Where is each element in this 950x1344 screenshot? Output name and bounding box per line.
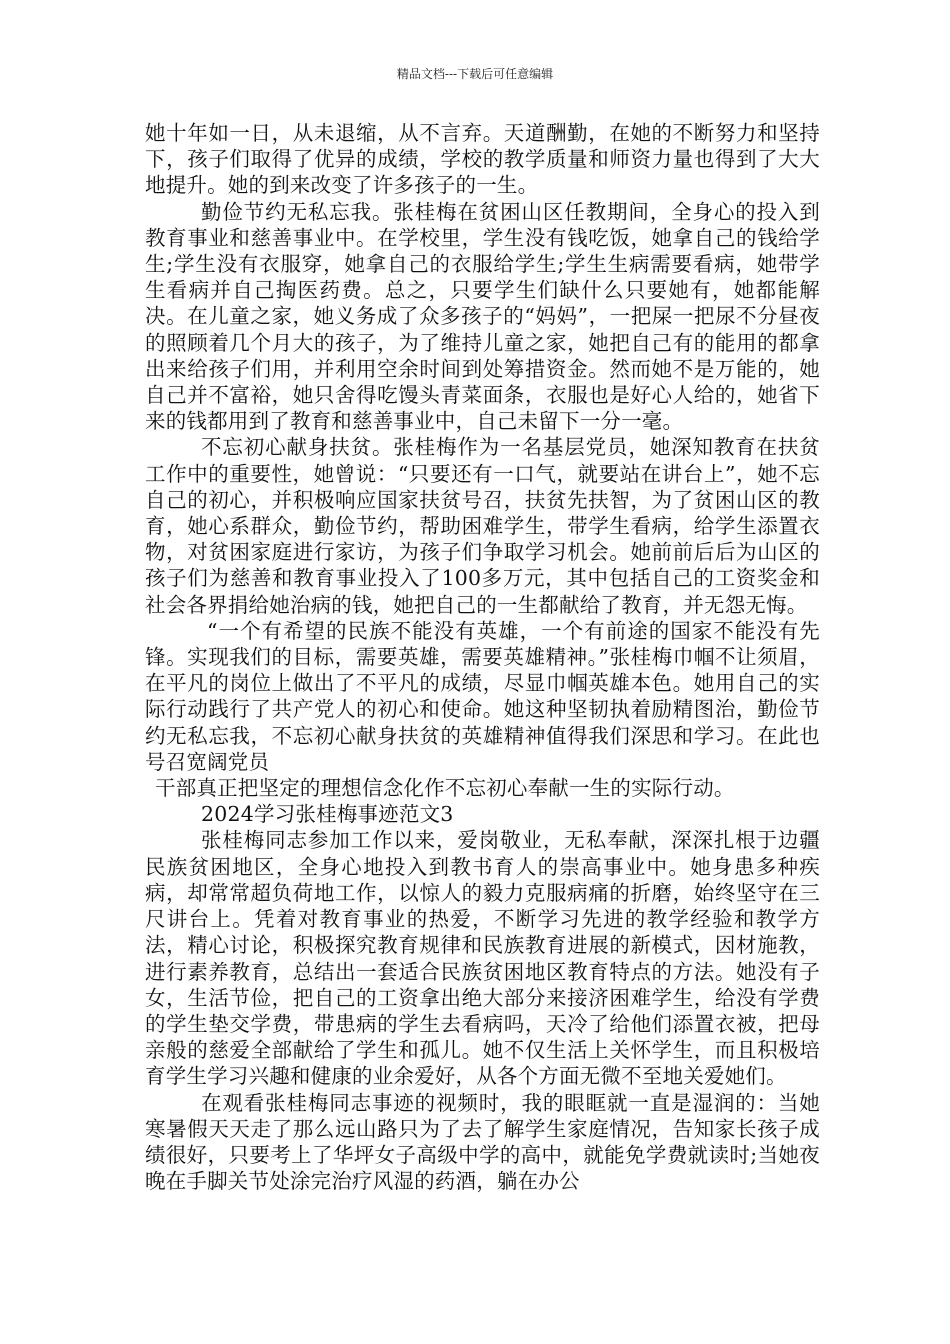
section-title: 2024学习张桂梅事迹范文3 — [201, 802, 454, 827]
paragraph-continuation: 她十年如一日，从未退缩，从不言弃。天道酬勤，在她的不断努力和坚持下，孩子们取得了优异的成绩，学校的教学质量和师资力量也得到了大大地提升。她的到来改变了许多孩子的一生。 — [145, 121, 820, 198]
paragraph-video-reflection: 在观看张桂梅同志事迹的视频时，我的眼眶就一直是湿润的：当她寒暑假天天走了那么远山路只为了去了解学生家庭情况，告知家长孩子成绩很好，只要考上了华坪女子高级中学的高中，就能免学费就读时;当她夜晚在手脚关节处涂完治疗风湿的药酒，躺在办公 — [145, 1090, 820, 1194]
paragraph-cadre-line: 干部真正把坚定的理想信念化作不忘初心奉献一生的实际行动。 — [155, 776, 735, 801]
page-header: 精品文档---下载后可任意编辑 — [396, 67, 554, 81]
document-body — [145, 120, 820, 1194]
paragraph-poverty-relief: 不忘初心献身扶贫。张桂梅作为一名基层党员，她深知教育在扶贫工作中的重要性，她曾说：“只要还有一口气，就要站在讲台上”，她不忘自己的初心，并积极响应国家扶贫号召，扶贫先扶智，为了贫困山区的教育，她心系群众，勤俭节约，帮助困难学生，带学生看病，给学生添置衣物，对贫困家庭进行家访，为孩子们争取学习机会。她前前后后为山区的孩子们为慈善和教育事业投入了100多万元，其中包括自己的工资奖金和社会各界捐给她治病的钱，她把自己的一生都献给了教育，并无怨无悔。 — [145, 435, 820, 617]
paragraph-hero-quote: “一个有希望的民族不能没有英雄，一个有前途的国家不能没有先锋。实现我们的目标，需要英雄，需要英雄精神。”张桂梅巾帼不让须眉，在平凡的岗位上做出了不平凡的成绩，尽显巾帼英雄本色。她用自己的实际行动践行了共产党人的初心和使命。她这种坚韧执着励精图治，勤俭节约无私忘我，不忘初心献身扶贫的英雄精神值得我们深思和学习。在此也号召宽阔党员 — [145, 618, 820, 774]
paragraph-dedication: 张桂梅同志参加工作以来，爱岗敬业，无私奉献，深深扎根于边疆民族贫困地区，全身心地投入到教书育人的崇高事业中。她身患多种疾病，却常常超负荷地工作，以惊人的毅力克服病痛的折磨，始终坚守在三尺讲台上。凭着对教育事业的热爱，不断学习先进的教学经验和教学方法，精心讨论，积极探究教育规律和民族教育进展的新模式，因材施教，进行素养教育，总结出一套适合民族贫困地区教育特点的方法。她没有子女，生活节俭，把自己的工资拿出绝大部分来接济困难学生，给没有学费的学生垫交学费，带患病的学生去看病吗，天冷了给他们添置衣被，把母亲般的慈爱全部献给了学生和孤儿。她不仅生活上关怀学生，而且积极培育学生学习兴趣和健康的业余爱好，从各个方面无微不至地关爱她们。 — [145, 828, 820, 1089]
paragraph-frugality: 勤俭节约无私忘我。张桂梅在贫困山区任教期间，全身心的投入到教育事业和慈善事业中。在学校里，学生没有钱吃饭，她拿自己的钱给学生;学生没有衣服穿，她拿自己的衣服给学生;学生生病需要看病，她带学生看病并自己掏医药费。总之，只要学生们缺什么只要她有，她都能解决。在儿童之家，她义务成了众多孩子的“妈妈”，一把屎一把尿不分昼夜的照顾着几个月大的孩子，为了维持儿童之家，她把自己有的能用的都拿出来给孩子们用，并利用空余时间到处筹措资金。然而她不是万能的，她自己并不富裕，她只舍得吃馒头青菜面条，衣服也是好心人给的，她省下来的钱都用到了教育和慈善事业中，自己未留下一分一毫。 — [145, 199, 820, 434]
